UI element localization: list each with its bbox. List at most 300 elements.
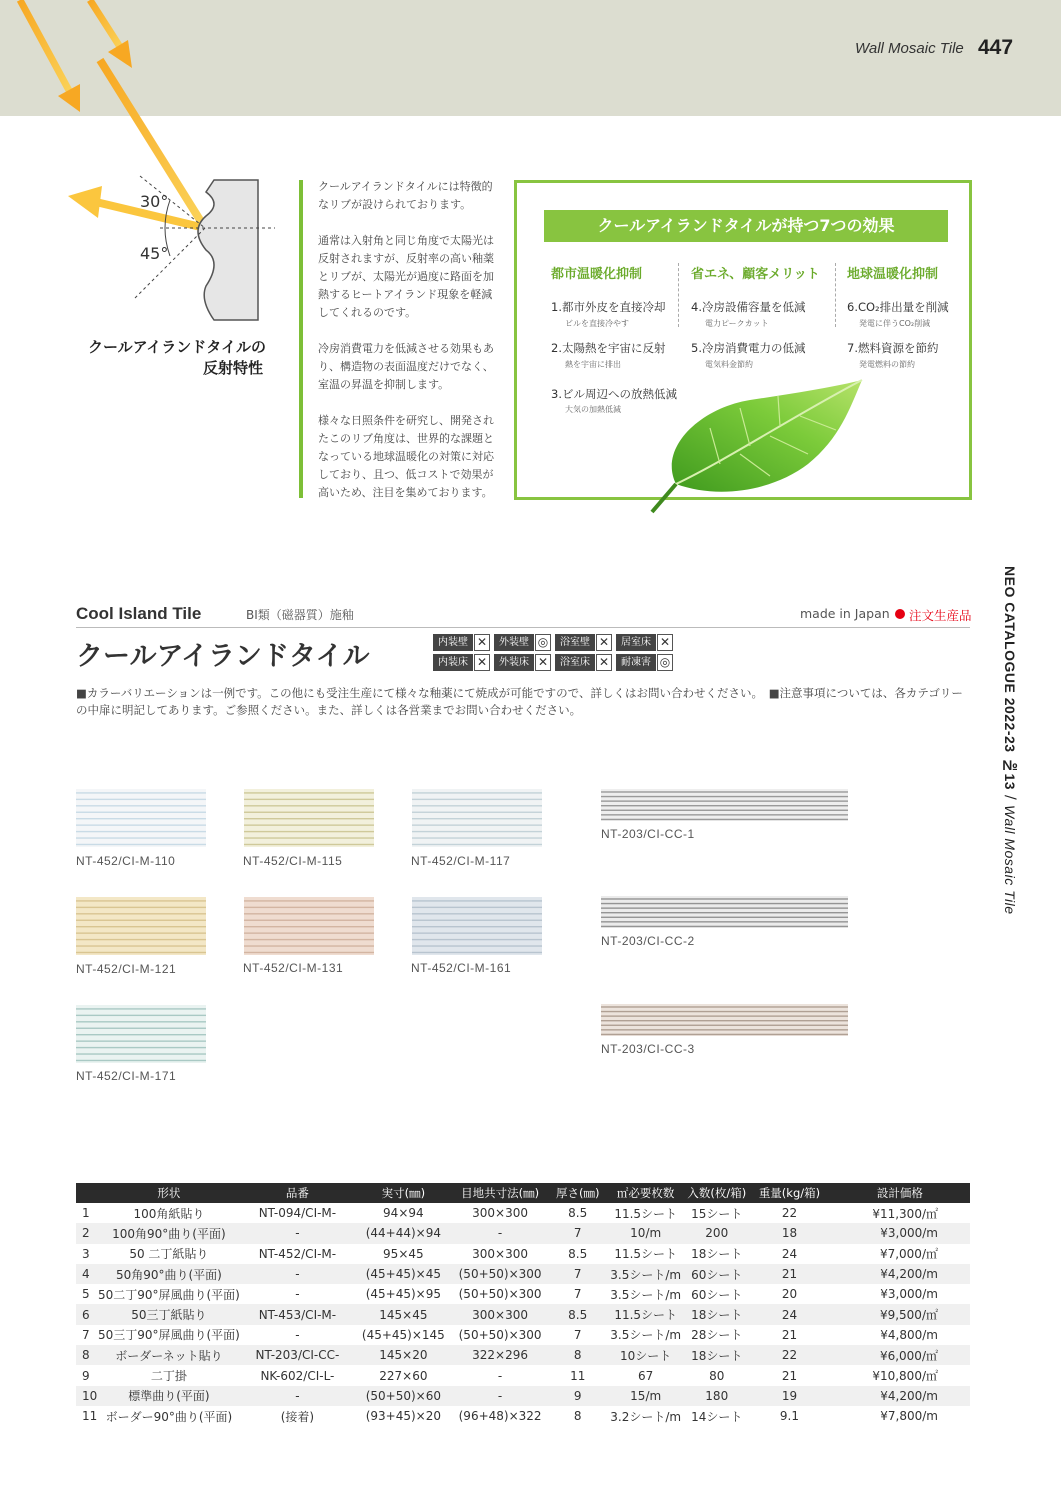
table-cell: 8 bbox=[573, 1409, 582, 1424]
table-cell: 21 bbox=[781, 1368, 798, 1383]
tile-rib bbox=[76, 1053, 206, 1054]
table-cell: 7 bbox=[548, 1223, 607, 1243]
tile-rib bbox=[412, 799, 542, 800]
tile-rib bbox=[244, 792, 374, 793]
tile-rib bbox=[76, 1060, 206, 1061]
usage-label: 外装壁 bbox=[494, 634, 534, 651]
table-cell: 180 bbox=[684, 1386, 749, 1406]
effect-item-5: 5.冷房消費電力の低減 bbox=[691, 341, 806, 355]
table-cell: 322×296 bbox=[452, 1345, 549, 1365]
table-cell: (50+50)×300 bbox=[452, 1264, 549, 1284]
table-cell: ¥4,200/m bbox=[830, 1264, 970, 1284]
tile-rib bbox=[244, 818, 374, 819]
tile-rib bbox=[412, 945, 542, 946]
usage-tag bbox=[555, 654, 612, 671]
product-jp-title: クールアイランドタイル bbox=[76, 641, 370, 672]
table-cell: 200 bbox=[684, 1223, 749, 1243]
table-cell: NT-452/CI-M- bbox=[258, 1246, 337, 1261]
product-classification: BⅠ類（磁器質）施釉 bbox=[246, 608, 354, 622]
catalogue-section: Wall Mosaic Tile bbox=[1002, 805, 1018, 915]
table-cell: 145×45 bbox=[355, 1304, 452, 1324]
usage-mark: ✕ bbox=[535, 654, 551, 671]
tile-stripes bbox=[601, 789, 848, 821]
tile-swatch bbox=[76, 789, 206, 847]
tile-stripes bbox=[244, 897, 374, 955]
tile-rib bbox=[76, 926, 206, 927]
table-cell: - bbox=[240, 1386, 355, 1406]
tile-rib bbox=[76, 805, 206, 806]
usage-tag bbox=[616, 654, 673, 671]
tile-code: NT-203/CI-CC-1 bbox=[601, 827, 695, 841]
tile-rib bbox=[76, 1015, 206, 1016]
tile-rib bbox=[244, 920, 374, 921]
table-cell: 11.5シート bbox=[607, 1304, 684, 1324]
tile-stripes bbox=[76, 789, 206, 847]
table-cell: 14シート bbox=[691, 1409, 743, 1424]
table-cell: ¥7,800/m bbox=[880, 1409, 938, 1424]
table-cell: 60シート bbox=[684, 1264, 749, 1284]
table-cell: 18シート bbox=[691, 1247, 743, 1262]
description-paragraph: 冷房消費電力を低減させる効果もあり、構造物の表面温度だけでなく、室温の昇温を抑制します。 bbox=[318, 342, 494, 391]
table-cell: 8 bbox=[76, 1345, 98, 1365]
table-cell: (45+45)×145 bbox=[361, 1327, 445, 1342]
tile-rib bbox=[601, 805, 848, 806]
side-label-separator: / bbox=[1002, 790, 1018, 806]
table-cell: 8 bbox=[548, 1345, 607, 1365]
table-cell: 22 bbox=[749, 1345, 830, 1365]
tile-code: NT-452/CI-M-121 bbox=[76, 962, 177, 976]
table-cell: 3 bbox=[82, 1246, 90, 1261]
usage-mark: ✕ bbox=[657, 634, 673, 651]
effects-divider bbox=[835, 263, 836, 327]
tile-rib bbox=[76, 900, 206, 901]
description-accent-bar bbox=[299, 180, 303, 498]
table-row bbox=[76, 1264, 970, 1284]
usage-mark: ◎ bbox=[657, 654, 673, 671]
section-title: Wall Mosaic Tile bbox=[855, 40, 964, 57]
tile-rib bbox=[76, 920, 206, 921]
tile-swatch bbox=[244, 897, 374, 955]
diagram-caption-line2: 反射特性 bbox=[202, 359, 263, 377]
tile-rib bbox=[601, 898, 848, 899]
table-cell: ¥9,500/㎡ bbox=[830, 1304, 970, 1324]
tile-rib bbox=[412, 824, 542, 825]
table-cell: NK-602/CI-L- bbox=[260, 1368, 335, 1383]
tile-code: NT-203/CI-CC-2 bbox=[601, 934, 695, 948]
tile-rib bbox=[412, 952, 542, 953]
catalogue-side-label bbox=[1002, 566, 1018, 915]
usage-label: 浴室壁 bbox=[555, 634, 595, 651]
table-cell: (93+45)×20 bbox=[365, 1409, 441, 1424]
tile-rib bbox=[76, 913, 206, 914]
table-cell: 28シート bbox=[691, 1328, 743, 1343]
table-cell: 5 bbox=[82, 1287, 90, 1302]
usage-tag bbox=[433, 654, 490, 671]
table-cell: 7 bbox=[573, 1287, 582, 1302]
tile-stripes bbox=[76, 1005, 206, 1063]
table-cell: 94×94 bbox=[383, 1206, 424, 1221]
tile-code: NT-452/CI-M-131 bbox=[243, 961, 344, 975]
tile-stripes bbox=[601, 1004, 848, 1036]
tile-rib bbox=[76, 1047, 206, 1048]
description-paragraph: 通常は入射角と同じ角度で太陽光は反射されますが、反射率の高い釉薬とリブが、太陽光が過度に路面を加熱するヒートアイランド現象を軽減してくれるのです。 bbox=[318, 234, 494, 319]
table-cell: 50二丁90°屏風曲り(平面) bbox=[97, 1287, 240, 1302]
sunlight-rays-illustration bbox=[0, 0, 300, 330]
table-cell: - bbox=[452, 1223, 549, 1243]
table-cell: 145×20 bbox=[355, 1345, 452, 1365]
usage-label: 内装床 bbox=[433, 654, 473, 671]
tile-swatch bbox=[244, 789, 374, 847]
tile-rib bbox=[412, 812, 542, 813]
table-cell: 3.2シート/m bbox=[610, 1409, 682, 1424]
tile-rib bbox=[601, 1025, 848, 1026]
tile-swatch bbox=[601, 789, 848, 821]
tile-rib bbox=[601, 1006, 848, 1007]
table-cell: 10/m bbox=[607, 1223, 684, 1243]
tile-rib bbox=[244, 844, 374, 845]
tile-rib bbox=[244, 837, 374, 838]
table-cell: (96+48)×322 bbox=[458, 1409, 542, 1424]
description-paragraph: 様々な日照条件を研究し、開発されたこのリブ角度は、世界的な課題となっている地球温暖化の対策に対応しており、且つ、低コストで効果が高いため、注目を集めております。 bbox=[318, 414, 494, 499]
table-cell: 8.5 bbox=[568, 1246, 588, 1261]
table-cell: 100角90°曲り(平面) bbox=[98, 1223, 240, 1243]
table-cell: (50+50)×60 bbox=[355, 1386, 452, 1406]
table-cell: ¥6,000/㎡ bbox=[830, 1345, 970, 1365]
table-header-cell: 設計価格 bbox=[830, 1183, 970, 1203]
table-cell: 24 bbox=[749, 1304, 830, 1324]
tile-swatch bbox=[601, 896, 848, 928]
tile-code: NT-452/CI-M-161 bbox=[411, 961, 512, 975]
page-number: 447 bbox=[978, 36, 1014, 59]
table-row bbox=[76, 1304, 970, 1324]
tile-rib bbox=[601, 926, 848, 927]
tile-stripes bbox=[76, 897, 206, 955]
table-header-cell: 厚さ(㎜) bbox=[548, 1183, 607, 1203]
table-cell: (50+50)×300 bbox=[458, 1327, 542, 1342]
catalogue-name: NEO CATALOGUE 2022-23 №13 bbox=[1002, 566, 1018, 791]
table-cell: 95×45 bbox=[383, 1246, 424, 1261]
tile-rib bbox=[76, 812, 206, 813]
product-en-title: Cool Island Tile bbox=[76, 604, 202, 623]
tile-rib bbox=[76, 939, 206, 940]
table-cell: 300×300 bbox=[452, 1304, 549, 1324]
table-row bbox=[76, 1284, 970, 1304]
table-cell: 80 bbox=[709, 1368, 725, 1383]
usage-mark: ◎ bbox=[535, 634, 551, 651]
tile-rib bbox=[244, 939, 374, 940]
tile-rib bbox=[601, 814, 848, 815]
usage-mark: ✕ bbox=[474, 634, 490, 651]
table-cell: 9 bbox=[82, 1368, 90, 1383]
usage-tag bbox=[433, 634, 490, 651]
tile-rib bbox=[76, 824, 206, 825]
tile-code: NT-452/CI-M-115 bbox=[243, 854, 343, 868]
table-cell: 50三丁90°屏風曲り(平面) bbox=[97, 1328, 240, 1343]
effect-sub-4: 電力ピークカット bbox=[705, 319, 769, 328]
table-cell: ¥3,000/m bbox=[830, 1223, 970, 1243]
table-cell: 10 bbox=[76, 1386, 98, 1406]
table-cell: ¥3,000/m bbox=[880, 1287, 938, 1302]
tile-rib bbox=[412, 792, 542, 793]
table-row bbox=[76, 1244, 970, 1264]
tile-rib bbox=[244, 799, 374, 800]
table-cell: 50角90°曲り(平面) bbox=[98, 1264, 240, 1284]
table-cell: 22 bbox=[781, 1206, 798, 1221]
tile-rib bbox=[76, 792, 206, 793]
table-cell: 15/m bbox=[607, 1386, 684, 1406]
tile-rib bbox=[244, 824, 374, 825]
tile-rib bbox=[601, 912, 848, 913]
table-cell: 18シート bbox=[684, 1304, 749, 1324]
table-cell: 8.5 bbox=[568, 1206, 588, 1221]
table-cell: ボーダーネット貼り bbox=[98, 1345, 240, 1365]
tile-rib bbox=[412, 900, 542, 901]
table-cell: 20 bbox=[781, 1287, 798, 1302]
table-cell: - bbox=[295, 1287, 300, 1302]
tile-swatch bbox=[412, 789, 542, 847]
table-cell: 50三丁紙貼り bbox=[98, 1304, 240, 1324]
table-cell: - bbox=[452, 1386, 549, 1406]
description-paragraph: クールアイランドタイルには特徴的なリブが設けられております。 bbox=[318, 180, 493, 211]
usage-label: 耐凍害 bbox=[616, 654, 656, 671]
table-cell: 11 bbox=[570, 1368, 586, 1383]
table-header-cell: 形状 bbox=[98, 1183, 240, 1203]
table-cell: 11 bbox=[82, 1409, 98, 1424]
tile-rib bbox=[76, 952, 206, 953]
tile-rib bbox=[601, 1029, 848, 1030]
table-cell: - bbox=[240, 1223, 355, 1243]
made-to-order-label: 注文生産品 bbox=[909, 608, 972, 623]
table-cell: 67 bbox=[638, 1368, 654, 1383]
tile-stripes bbox=[601, 896, 848, 928]
table-cell: 21 bbox=[781, 1327, 798, 1342]
table-cell: 18シート bbox=[684, 1345, 749, 1365]
table-cell: 4 bbox=[76, 1264, 98, 1284]
table-cell: 24 bbox=[781, 1246, 798, 1261]
table-cell: 7 bbox=[573, 1327, 582, 1342]
table-header-cell: 重量(kg/箱) bbox=[749, 1183, 830, 1203]
tile-rib bbox=[76, 799, 206, 800]
effect-item-4: 4.冷房設備容量を低減 bbox=[691, 300, 806, 314]
effects-divider bbox=[678, 263, 679, 327]
table-cell: - bbox=[497, 1368, 503, 1383]
table-cell: 2 bbox=[76, 1223, 98, 1243]
tile-rib bbox=[601, 903, 848, 904]
table-cell: 60シート bbox=[691, 1287, 743, 1302]
tile-rib bbox=[76, 837, 206, 838]
description-text bbox=[318, 178, 498, 520]
tile-code: NT-452/CI-M-171 bbox=[76, 1069, 177, 1083]
tile-code: NT-452/CI-M-117 bbox=[411, 854, 511, 868]
tile-rib bbox=[412, 907, 542, 908]
table-row bbox=[76, 1223, 970, 1243]
tile-rib bbox=[601, 1020, 848, 1021]
table-cell: 227×60 bbox=[379, 1368, 428, 1383]
table-cell: 3.5シート/m bbox=[607, 1264, 684, 1284]
table-cell: - bbox=[240, 1264, 355, 1284]
table-cell: ボーダー90°曲り(平面) bbox=[105, 1409, 233, 1424]
tile-swatch bbox=[601, 1004, 848, 1036]
tile-code: NT-203/CI-CC-3 bbox=[601, 1042, 695, 1056]
table-cell: NT-453/CI-M- bbox=[240, 1304, 355, 1324]
effects-category-urban: 都市温暖化抑制 bbox=[551, 267, 643, 282]
effect-sub-1: ビルを直接冷やす bbox=[565, 319, 629, 328]
tile-rib bbox=[76, 1040, 206, 1041]
tile-rib bbox=[76, 1021, 206, 1022]
tile-rib bbox=[244, 945, 374, 946]
tile-rib bbox=[601, 796, 848, 797]
table-cell: ¥7,000/㎡ bbox=[879, 1247, 938, 1262]
table-cell: (接着) bbox=[280, 1409, 315, 1424]
table-cell: ¥4,200/m bbox=[830, 1386, 970, 1406]
table-cell: (44+44)×94 bbox=[355, 1223, 452, 1243]
table-cell: 6 bbox=[76, 1304, 98, 1324]
usage-label: 内装壁 bbox=[433, 634, 473, 651]
usage-mark: ✕ bbox=[596, 654, 612, 671]
tile-rib bbox=[244, 812, 374, 813]
tile-rib bbox=[601, 1011, 848, 1012]
tile-rib bbox=[76, 1034, 206, 1035]
spec-table bbox=[76, 1183, 970, 1426]
effects-category-global: 地球温暖化抑制 bbox=[847, 267, 939, 282]
effect-sub-5: 電気料金節約 bbox=[705, 360, 753, 369]
effects-category-energy: 省エネ、顧客メリット bbox=[691, 267, 820, 282]
table-cell: 標準曲り(平面) bbox=[98, 1386, 240, 1406]
table-cell: ¥10,800/㎡ bbox=[872, 1369, 938, 1384]
table-row bbox=[76, 1406, 970, 1426]
table-cell: 50 二丁紙貼り bbox=[129, 1247, 209, 1262]
table-cell: (45+45)×45 bbox=[355, 1264, 452, 1284]
effect-sub-7: 発電燃料の節約 bbox=[859, 360, 915, 369]
tile-rib bbox=[601, 1015, 848, 1016]
tile-rib bbox=[412, 805, 542, 806]
tile-rib bbox=[601, 819, 848, 820]
table-header-cell bbox=[76, 1183, 98, 1203]
table-header-cell: 品番 bbox=[240, 1183, 355, 1203]
table-cell: ¥4,800/m bbox=[880, 1327, 938, 1342]
table-cell: 15シート bbox=[691, 1206, 743, 1221]
table-cell: 9 bbox=[548, 1386, 607, 1406]
tile-rib bbox=[76, 1008, 206, 1009]
product-note: ■カラーバリエーションは一例です。この他にも受注生産にて様々な釉薬にて焼成が可能ですので、詳しくはお問い合わせください。 ■注意事項については、各カテゴリーの中扉に明記してあります。ご参照ください。また、詳しくは各営業までお問い合わせください。 bbox=[76, 686, 963, 717]
tile-rib bbox=[412, 920, 542, 921]
tile-rib bbox=[76, 818, 206, 819]
usage-mark: ✕ bbox=[596, 634, 612, 651]
usage-tag bbox=[494, 634, 551, 651]
angle-30-label: 30° bbox=[140, 192, 169, 211]
effect-sub-2: 熱を宇宙に排出 bbox=[565, 360, 621, 369]
table-cell: 300×300 bbox=[472, 1206, 529, 1221]
table-row bbox=[76, 1325, 970, 1345]
table-row bbox=[76, 1386, 970, 1406]
tile-rib bbox=[76, 831, 206, 832]
order-dot-icon bbox=[895, 609, 905, 619]
made-in-label: made in Japan bbox=[800, 606, 890, 621]
usage-mark: ✕ bbox=[474, 654, 490, 671]
tile-rib bbox=[412, 913, 542, 914]
table-cell: 3.5シート/m bbox=[610, 1328, 682, 1343]
table-cell: NT-094/CI-M- bbox=[258, 1206, 337, 1221]
effect-item-6: 6.CO₂排出量を削減 bbox=[847, 300, 949, 314]
tile-code: NT-452/CI-M-110 bbox=[76, 854, 176, 868]
table-cell: 19 bbox=[749, 1386, 830, 1406]
table-header-row bbox=[76, 1183, 970, 1203]
table-row bbox=[76, 1345, 970, 1365]
tile-swatch bbox=[412, 897, 542, 955]
tile-rib bbox=[244, 907, 374, 908]
tile-rib bbox=[244, 926, 374, 927]
table-cell: NT-203/CI-CC- bbox=[240, 1345, 355, 1365]
tile-rib bbox=[76, 844, 206, 845]
usage-label: 居室床 bbox=[616, 634, 656, 651]
tile-rib bbox=[76, 945, 206, 946]
usage-tag bbox=[494, 654, 551, 671]
tile-rib bbox=[244, 831, 374, 832]
tile-rib bbox=[601, 1034, 848, 1035]
tile-rib bbox=[412, 831, 542, 832]
leaf-illustration bbox=[640, 378, 870, 518]
heading-rule bbox=[76, 627, 970, 628]
table-row bbox=[76, 1203, 970, 1223]
tile-stripes bbox=[412, 789, 542, 847]
tile-rib bbox=[601, 791, 848, 792]
effect-item-3: 3.ビル周辺への放熱低減 bbox=[551, 387, 677, 401]
angle-45-label: 45° bbox=[140, 244, 169, 263]
table-cell: - bbox=[295, 1327, 300, 1342]
table-cell: 300×300 bbox=[472, 1246, 529, 1261]
usage-tag bbox=[616, 634, 673, 651]
tile-rib bbox=[412, 939, 542, 940]
tile-rib bbox=[244, 805, 374, 806]
tile-stripes bbox=[244, 789, 374, 847]
effect-sub-6: 発電に伴うCO₂削減 bbox=[859, 319, 931, 328]
tile-rib bbox=[412, 837, 542, 838]
table-cell: 二丁掛 bbox=[150, 1369, 187, 1384]
tile-rib bbox=[76, 932, 206, 933]
effects-title: クールアイランドタイルが持つ7つの効果 bbox=[544, 210, 948, 242]
tile-rib bbox=[244, 900, 374, 901]
table-cell: ¥11,300/㎡ bbox=[872, 1206, 938, 1221]
table-row bbox=[76, 1365, 970, 1385]
tile-rib bbox=[601, 810, 848, 811]
tile-rib bbox=[601, 800, 848, 801]
effect-item-7: 7.燃料資源を節約 bbox=[847, 341, 939, 355]
table-cell: 11.5シート bbox=[614, 1247, 678, 1262]
table-cell: (45+45)×95 bbox=[365, 1287, 441, 1302]
table-header-cell: 入数(枚/箱) bbox=[684, 1183, 749, 1203]
tile-rib bbox=[244, 913, 374, 914]
usage-tag bbox=[555, 634, 612, 651]
tile-rib bbox=[412, 844, 542, 845]
tile-rib bbox=[412, 818, 542, 819]
table-cell: 7 bbox=[82, 1327, 90, 1342]
usage-label: 外装床 bbox=[494, 654, 534, 671]
tile-rib bbox=[76, 907, 206, 908]
table-cell: 100角紙貼り bbox=[133, 1206, 205, 1221]
tile-rib bbox=[601, 921, 848, 922]
tile-stripes bbox=[412, 897, 542, 955]
table-cell: 11.5シート bbox=[614, 1206, 678, 1221]
effect-item-1: 1.都市外皮を直接冷却 bbox=[551, 300, 666, 314]
tile-rib bbox=[76, 1028, 206, 1029]
table-cell: 1 bbox=[82, 1206, 90, 1221]
tile-rib bbox=[244, 932, 374, 933]
table-cell: 3.5シート/m bbox=[610, 1287, 682, 1302]
table-cell: 21 bbox=[749, 1264, 830, 1284]
table-header-cell: 実寸(㎜) bbox=[355, 1183, 452, 1203]
table-header-cell: 目地共寸法(㎜) bbox=[452, 1183, 549, 1203]
tile-rib bbox=[601, 907, 848, 908]
